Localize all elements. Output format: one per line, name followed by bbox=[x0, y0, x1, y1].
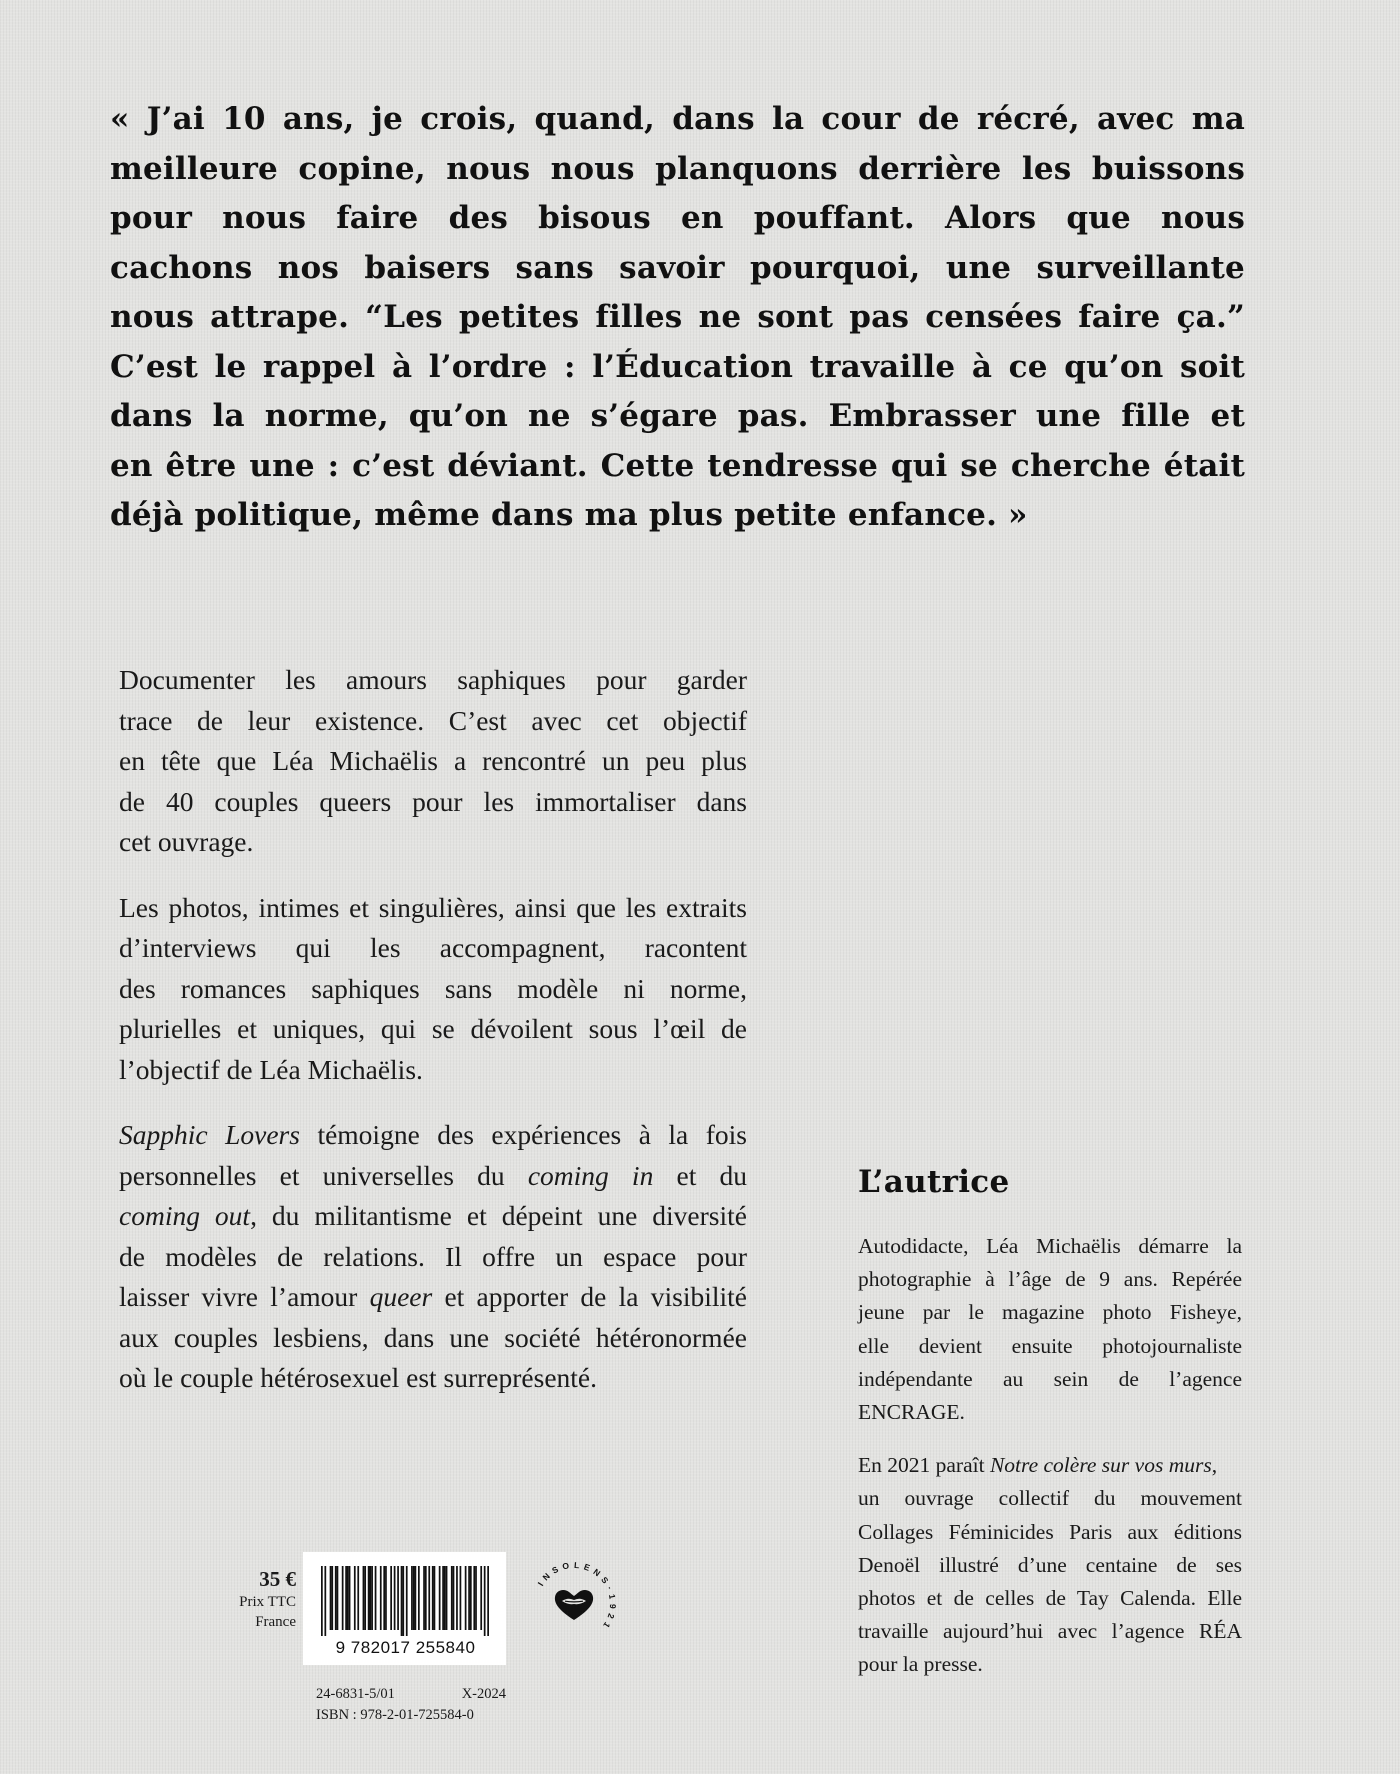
barcode-bar bbox=[468, 1566, 470, 1630]
barcode-bar bbox=[347, 1566, 349, 1630]
text-line bbox=[119, 1196, 747, 1237]
text-line: jeune par le magazine photo Fisheye, bbox=[858, 1300, 1242, 1325]
price-block bbox=[210, 1566, 296, 1632]
author-heading: L’autrice bbox=[858, 1164, 1010, 1200]
isbn: ISBN : 978-2-01-725584-0 bbox=[316, 1707, 474, 1723]
text-line: trace de leur existence. C’est avec cet objectif bbox=[119, 704, 747, 736]
barcode-bar bbox=[331, 1566, 333, 1630]
description-paragraph-2 bbox=[119, 888, 747, 1091]
author-paragraph-2 bbox=[858, 1449, 1242, 1681]
barcode-bar bbox=[423, 1566, 425, 1630]
barcode-bar bbox=[487, 1566, 489, 1636]
author-paragraph-1 bbox=[858, 1230, 1242, 1429]
logo-ring-text: I N S O L E N S · 1 9 2 1 bbox=[535, 1559, 619, 1631]
text-line: cet ouvrage. bbox=[119, 826, 254, 857]
book-description bbox=[119, 660, 747, 1424]
barcode-bar bbox=[345, 1566, 347, 1630]
barcode-bar bbox=[324, 1566, 326, 1636]
text-line bbox=[119, 1277, 747, 1318]
text-fragment: En 2021 paraît bbox=[858, 1453, 990, 1478]
barcode-bar bbox=[432, 1566, 434, 1630]
text-fragment: personnelles et universelles du bbox=[119, 1159, 528, 1191]
publisher-logo bbox=[524, 1554, 624, 1654]
barcode-bar bbox=[456, 1566, 458, 1630]
barcode-bar bbox=[439, 1566, 441, 1630]
barcode-bar bbox=[460, 1566, 462, 1630]
barcode bbox=[303, 1552, 506, 1665]
barcode-bar bbox=[342, 1566, 344, 1630]
catalog-row bbox=[316, 1684, 506, 1705]
text-line: en tête que Léa Michaëlis a rencontré un peu plus bbox=[119, 745, 747, 776]
catalog-edition: X-2024 bbox=[461, 1686, 506, 1702]
text-line: de modèles de relations. Il offre un espace pour bbox=[119, 1240, 747, 1272]
quote-line: dans la norme, qu’on ne s’égare pas. Embrasser une fille et bbox=[110, 398, 1245, 434]
barcode-bar bbox=[434, 1566, 436, 1630]
barcode-bar bbox=[413, 1566, 415, 1630]
barcode-bar bbox=[453, 1566, 455, 1630]
catalog-row bbox=[316, 1705, 506, 1726]
quote-line: « J’ai 10 ans, je crois, quand, dans la cour de récré, avec ma bbox=[110, 101, 1245, 137]
text-line: travaille aujourd’hui avec l’agence RÉA bbox=[858, 1619, 1242, 1644]
text-line: ENCRAGE. bbox=[858, 1400, 965, 1425]
price-country: France bbox=[255, 1614, 296, 1630]
quote-line: en être une : c’est déviant. Cette tendresse qui se cherche était bbox=[110, 447, 1245, 484]
italic-term: coming out bbox=[119, 1200, 251, 1231]
italic-title: Notre colère sur vos murs bbox=[989, 1453, 1212, 1478]
italic-term: coming in bbox=[527, 1159, 654, 1191]
text-fragment: , bbox=[1211, 1453, 1218, 1478]
barcode-bar bbox=[385, 1566, 387, 1630]
text-line: indépendante au sein de l’agence bbox=[858, 1366, 1242, 1391]
quote-line: pour nous faire des bisous en pouffant. Alors que nous bbox=[110, 200, 1245, 236]
barcode-bar bbox=[335, 1566, 337, 1630]
text-line: photographie à l’âge de 9 ans. Repérée bbox=[858, 1267, 1242, 1292]
author-bio bbox=[858, 1230, 1242, 1702]
barcode-bar bbox=[446, 1566, 448, 1630]
barcode-bar bbox=[397, 1566, 399, 1630]
barcode-bar bbox=[330, 1566, 332, 1630]
text-fragment: laisser vivre l’amour bbox=[119, 1281, 370, 1312]
text-line: photos et de celles de Tay Calenda. Elle bbox=[858, 1586, 1242, 1611]
barcode-bar bbox=[380, 1566, 382, 1630]
text-line: des romances saphiques sans modèle ni norme, bbox=[119, 972, 747, 1004]
text-line: Collages Féminicides Paris aux éditions bbox=[858, 1519, 1242, 1544]
description-paragraph-3 bbox=[119, 1115, 747, 1399]
description-paragraph-1 bbox=[119, 660, 747, 863]
price-amount: 35 € bbox=[259, 1567, 296, 1591]
price-tax-label: Prix TTC bbox=[239, 1594, 296, 1610]
barcode-bar bbox=[363, 1566, 365, 1630]
text-line: où le couple hétérosexuel est surreprésenté. bbox=[119, 1362, 598, 1393]
book-title: Sapphic Lovers bbox=[119, 1119, 300, 1150]
barcode-bar bbox=[406, 1566, 408, 1636]
text-line: Autodidacte, Léa Michaëlis démarre la bbox=[858, 1234, 1242, 1258]
barcode-number: 9 782017 255840 bbox=[335, 1638, 476, 1657]
catalog-ref: 24-6831-5/01 bbox=[316, 1686, 395, 1702]
catalog-info bbox=[316, 1684, 506, 1726]
barcode-bar bbox=[383, 1566, 385, 1630]
text-line: un ouvrage collectif du mouvement bbox=[858, 1486, 1242, 1511]
barcode-bar bbox=[401, 1566, 403, 1636]
text-fragment: témoigne des expériences à la fois bbox=[299, 1119, 747, 1150]
quote-line: déjà politique, même dans ma plus petite enfance. » bbox=[110, 497, 1028, 533]
text-fragment: , du militantisme et dépeint une diversité bbox=[250, 1200, 747, 1231]
barcode-bar bbox=[349, 1566, 351, 1630]
barcode-bar bbox=[337, 1566, 339, 1630]
barcode-bar bbox=[411, 1566, 413, 1630]
barcode-bar bbox=[473, 1566, 475, 1630]
text-line: aux couples lesbiens, dans une société hétéronormée bbox=[119, 1321, 747, 1353]
text-line bbox=[119, 1156, 747, 1197]
text-fragment: et apporter de la visibilité bbox=[432, 1281, 747, 1312]
quote-line: C’est le rappel à l’ordre : l’Éducation travaille à ce qu’on soit bbox=[110, 348, 1245, 385]
text-line bbox=[119, 1115, 747, 1156]
barcode-bar bbox=[394, 1566, 396, 1630]
text-line: Denoël illustré d’une centaine de ses bbox=[858, 1552, 1242, 1577]
text-line: Documenter les amours saphiques pour garder bbox=[119, 664, 747, 695]
text-line: pour la presse. bbox=[858, 1652, 983, 1677]
barcode-bar bbox=[371, 1566, 373, 1630]
barcode-bar bbox=[364, 1566, 366, 1630]
barcode-bar bbox=[369, 1566, 371, 1630]
barcode-bar bbox=[418, 1566, 420, 1630]
quote-line: nous attrape. “Les petites filles ne sont pas censées faire ça.” bbox=[110, 299, 1245, 335]
barcode-bar bbox=[375, 1566, 377, 1630]
barcode-bar bbox=[402, 1566, 404, 1636]
barcode-bar bbox=[415, 1566, 417, 1630]
italic-term: queer bbox=[369, 1281, 433, 1312]
heart-lips-icon bbox=[555, 1590, 593, 1620]
barcode-bar bbox=[480, 1566, 482, 1630]
barcode-bar bbox=[368, 1566, 370, 1630]
barcode-bar bbox=[470, 1566, 472, 1630]
text-line: l’objectif de Léa Michaëlis. bbox=[119, 1053, 423, 1085]
text-line: de 40 couples queers pour les immortaliser dans bbox=[119, 785, 747, 817]
text-line: d’interviews qui les accompagnent, racontent bbox=[119, 932, 747, 963]
barcode-bars bbox=[321, 1566, 489, 1636]
quote-line: meilleure copine, nous nous planquons derrière les buissons bbox=[110, 150, 1245, 187]
barcode-bar bbox=[425, 1566, 427, 1630]
pull-quote bbox=[110, 95, 1245, 541]
barcode-bar bbox=[354, 1566, 356, 1630]
barcode-bar bbox=[390, 1566, 392, 1630]
barcode-bar bbox=[444, 1566, 446, 1630]
barcode-bar bbox=[484, 1566, 486, 1636]
barcode-bar bbox=[357, 1566, 359, 1630]
barcode-bar bbox=[465, 1566, 467, 1630]
quote-line: cachons nos baisers sans savoir pourquoi, une surveillante bbox=[110, 249, 1245, 286]
text-line: elle devient ensuite photojournaliste bbox=[858, 1333, 1242, 1358]
barcode-bar bbox=[475, 1566, 477, 1630]
barcode-bar bbox=[451, 1566, 453, 1630]
text-line bbox=[858, 1449, 1242, 1482]
barcode-bar bbox=[442, 1566, 444, 1630]
text-line: Les photos, intimes et singulières, ainsi que les extraits bbox=[119, 891, 747, 923]
barcode-bar bbox=[428, 1566, 430, 1630]
barcode-bar bbox=[321, 1566, 323, 1636]
text-line: plurielles et uniques, qui se dévoilent sous l’œil de bbox=[119, 1013, 747, 1044]
text-fragment: et du bbox=[653, 1159, 747, 1191]
